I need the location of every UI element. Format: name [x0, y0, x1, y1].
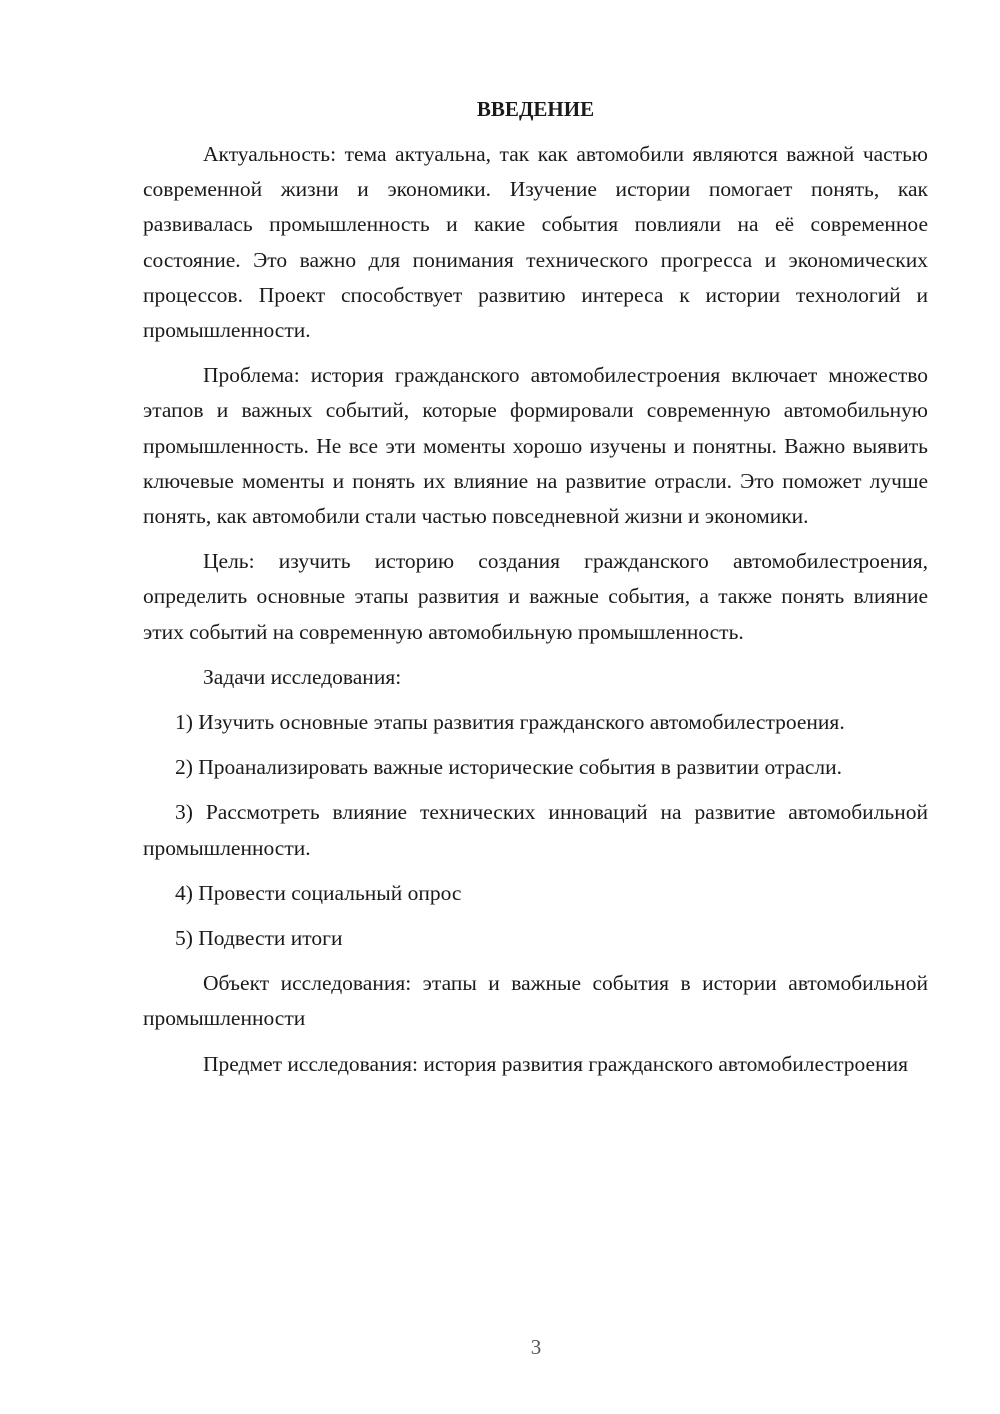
- task-item-5: 5) Подвести итоги: [175, 926, 343, 951]
- tasks-heading: Задачи исследования:: [203, 664, 402, 689]
- goal-paragraph: Цель: изучить историю создания гражданского автомобилестроения, определить основные этапы развития и важные события, а также понять влияние этих событий на современную автомобильную промышленность.: [143, 549, 928, 644]
- document-page: [143, 92, 928, 1082]
- object-paragraph: Объект исследования: этапы и важные события в истории автомобильной промышленности: [143, 971, 928, 1031]
- page-title: ВВЕДЕНИЕ: [476, 97, 595, 121]
- subject-paragraph: Предмет исследования: история развития гражданского автомобилестроения: [203, 1051, 908, 1076]
- problem-paragraph: Проблема: история гражданского автомобилестроения включает множество этапов и важных событий, которые формировали современную автомобильную промышленность. Не все эти моменты хорошо изучены и понятны. Важно выявить ключевые моменты и понять их влияние на развитие отрасли. Это поможет лучше понять, как автомобили стали частью повседневной жизни и экономики.: [143, 363, 928, 529]
- task-item-2: 2) Проанализировать важные исторические события в развитии отрасли.: [175, 755, 843, 780]
- page-number: 3: [530, 1335, 542, 1359]
- task-item-1: 1) Изучить основные этапы развития гражданского автомобилестроения.: [175, 710, 845, 735]
- task-item-3: 3) Рассмотреть влияние технических инноваций на развитие автомобильной промышленности.: [143, 800, 928, 860]
- task-item-4: 4) Провести социальный опрос: [175, 880, 462, 905]
- relevance-paragraph: Актуальность: тема актуальна, так как автомобили являются важной частью современной жизни и экономики. Изучение истории помогает понять, как развивалась промышленность и какие события повлияли на её современное состояние. Это важно для понимания технического прогресса и экономических процессов. Проект способствует развитию интереса к истории технологий и промышленности.: [143, 142, 928, 343]
